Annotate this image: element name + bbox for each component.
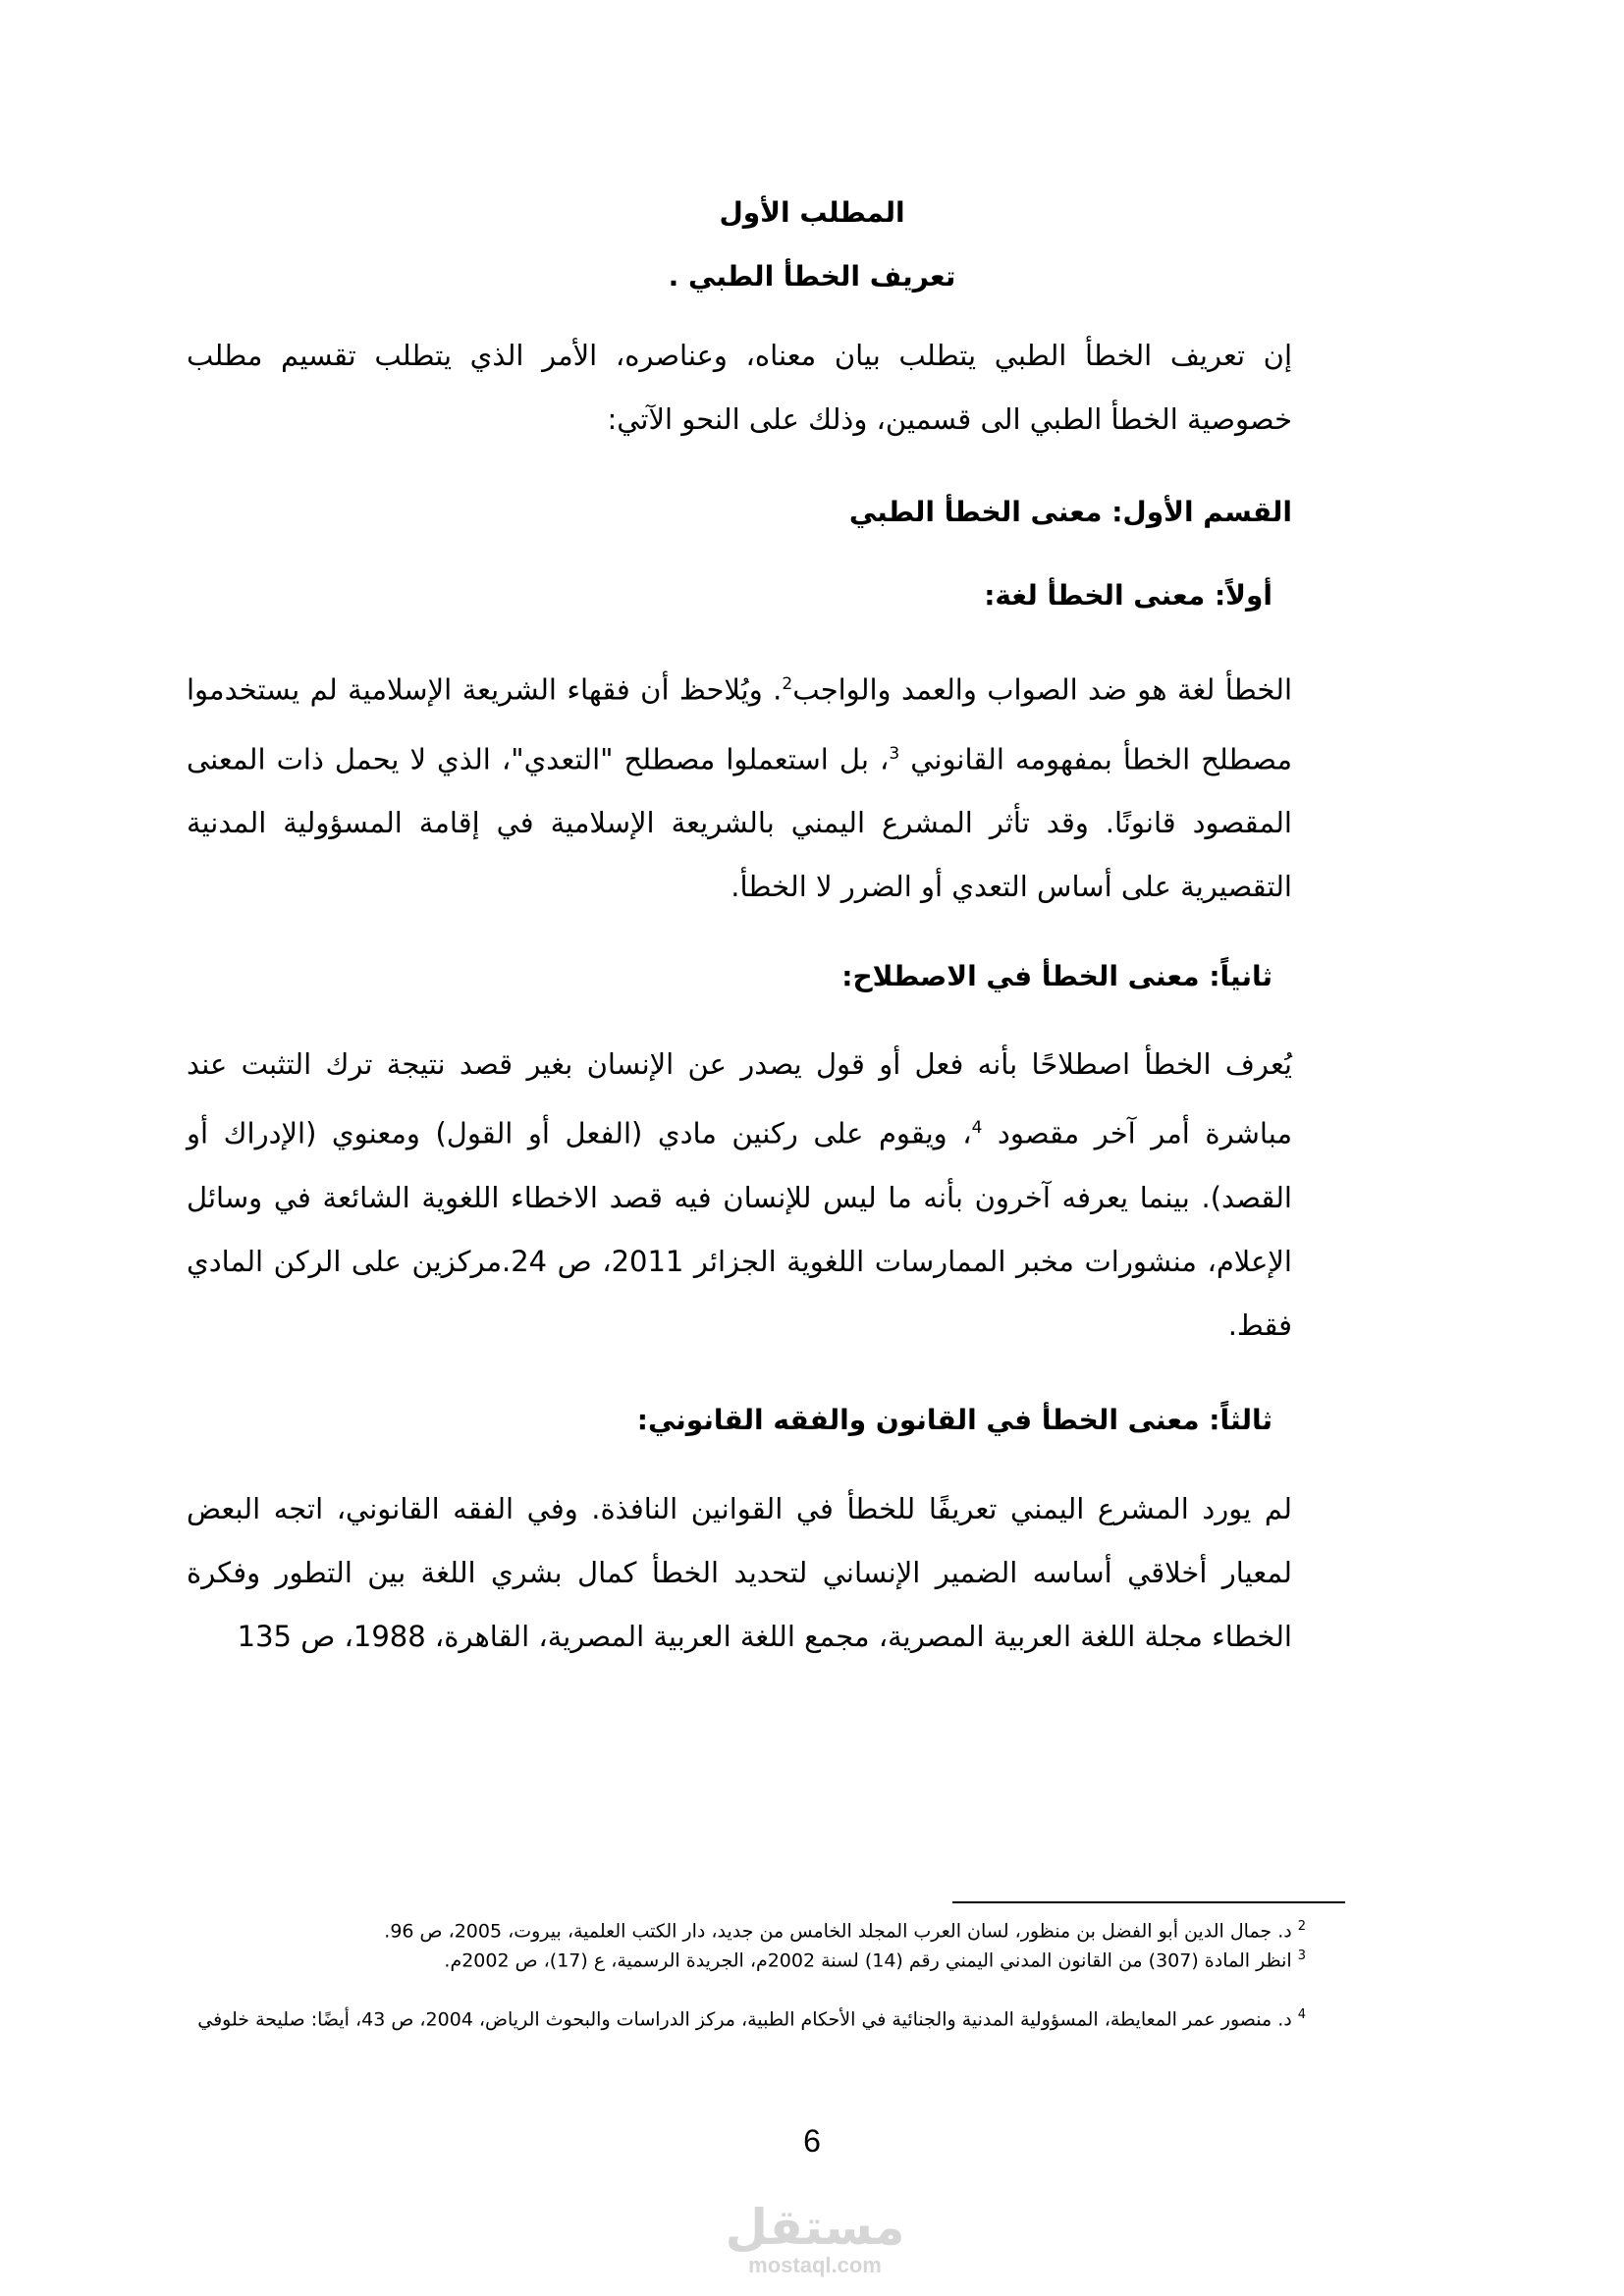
footnote-4-text: د. منصور عمر المعايطة، المسؤولية المدنية والجنائية في الأحكام الطبية، مركز الدراسات والبحوث الرياض، 2004، ص 43، أيضًا: صليحة خلوفي [197, 2008, 1292, 2031]
intro-paragraph: إن تعريف الخطأ الطبي يتطلب بيان معناه، وعناصره، الأمر الذي يتطلب تقسيم مطلب خصوصية الخطأ الطبي الى قسمين، وذلك على النحو الآتي: [187, 339, 1292, 436]
paragraph-1-part-a: الخطأ لغة هو ضد الصواب والعمد والواجب [792, 672, 1292, 707]
footnote-ref-2[interactable]: 2 [782, 674, 793, 694]
paragraph-1 [187, 653, 1292, 919]
page-title: المطلب الأول [719, 196, 905, 229]
watermark-main-text: مستقل [725, 2199, 905, 2256]
footnote-2-number: 2 [1297, 1919, 1306, 1934]
section-heading-1: القسم الأول: معنى الخطأ الطبي [848, 496, 1292, 528]
footnote-3 [187, 1942, 1306, 1975]
footnote-4 [187, 2001, 1306, 2034]
paragraph-2-part-a: يُعرف الخطأ اصطلاحًا بأنه فعل أو قول يصدر عن الإنسان بغير قصد نتيجة ترك التثبت عند مباشرة أمر آخر مقصود [187, 1047, 1293, 1150]
footnote-3-text: انظر المادة (307) من القانون المدني اليمني رقم (14) لسنة 2002م، الجريدة الرسمية، ع (17)، ص 2002م. [444, 1949, 1292, 1972]
sub-heading-1: أولاً: معنى الخطأ لغة: [984, 579, 1272, 612]
footnote-ref-3[interactable]: 3 [889, 743, 900, 764]
watermark-sub-text: mostaql.com [748, 2253, 882, 2277]
footnote-divider [952, 1901, 1345, 1903]
footnote-3-number: 3 [1297, 1949, 1306, 1963]
footnote-ref-4[interactable]: 4 [971, 1118, 983, 1138]
sub-heading-2: ثانياً: معنى الخطأ في الاصطلاح: [841, 960, 1272, 992]
watermark-logo [712, 2201, 918, 2277]
sub-heading-3: ثالثاً: معنى الخطأ في القانون والفقه القانوني: [636, 1404, 1272, 1436]
page-subtitle: تعريف الخطأ الطبي . [668, 260, 956, 293]
paragraph-3: لم يورد المشرع اليمني تعريفًا للخطأ في القوانين النافذة. وفي الفقه القانوني، اتجه البعض لمعيار أخلاقي أساسه الضمير الإنساني لتحديد الخطأ كمال بشري اللغة بين التطور وفكرة الخطاء مجلة اللغة العربية المصرية، مجمع اللغة العربية المصرية، القاهرة، 1988، ص 135 [187, 1492, 1292, 1653]
paragraph-1-part-b: . ويُلاحظ أن فقهاء الشريعة الإسلامية لم يستخدموا مصطلح الخطأ بمفهومه القانوني [187, 672, 1292, 776]
paragraph-1-part-c: ، بل استعملوا مصطلح "التعدي"، الذي لا يحمل ذات المعنى المقصود قانونًا. وقد تأثر المشرع اليمني بالشريعة الإسلامية في إقامة المسؤولية المدنية التقصيرية على أساس التعدي أو الضرر لا الخطأ. [187, 742, 1292, 904]
footnote-4-number: 4 [1297, 2007, 1306, 2022]
footnote-2-text: د. جمال الدين أبو الفضل بن منظور، لسان العرب المجلد الخامس من جديد، دار الكتب العلمية، بيروت، 2005، ص 96. [384, 1920, 1292, 1943]
paragraph-2 [187, 1033, 1292, 1358]
page-number: 6 [803, 2123, 821, 2159]
paragraph-2-part-b: ، ويقوم على ركنين مادي (الفعل أو القول) ومعنوي (الإدراك أو القصد). بينما يعرفه آخرون بأنه ما ليس للإنسان فيه قصد الاخطاء اللغوية الشائعة في وسائل الإعلام، منشورات مخبر الممارسات اللغوية الجزائر 2011، ص 24.مركزين على الركن المادي فقط. [187, 1116, 1292, 1342]
